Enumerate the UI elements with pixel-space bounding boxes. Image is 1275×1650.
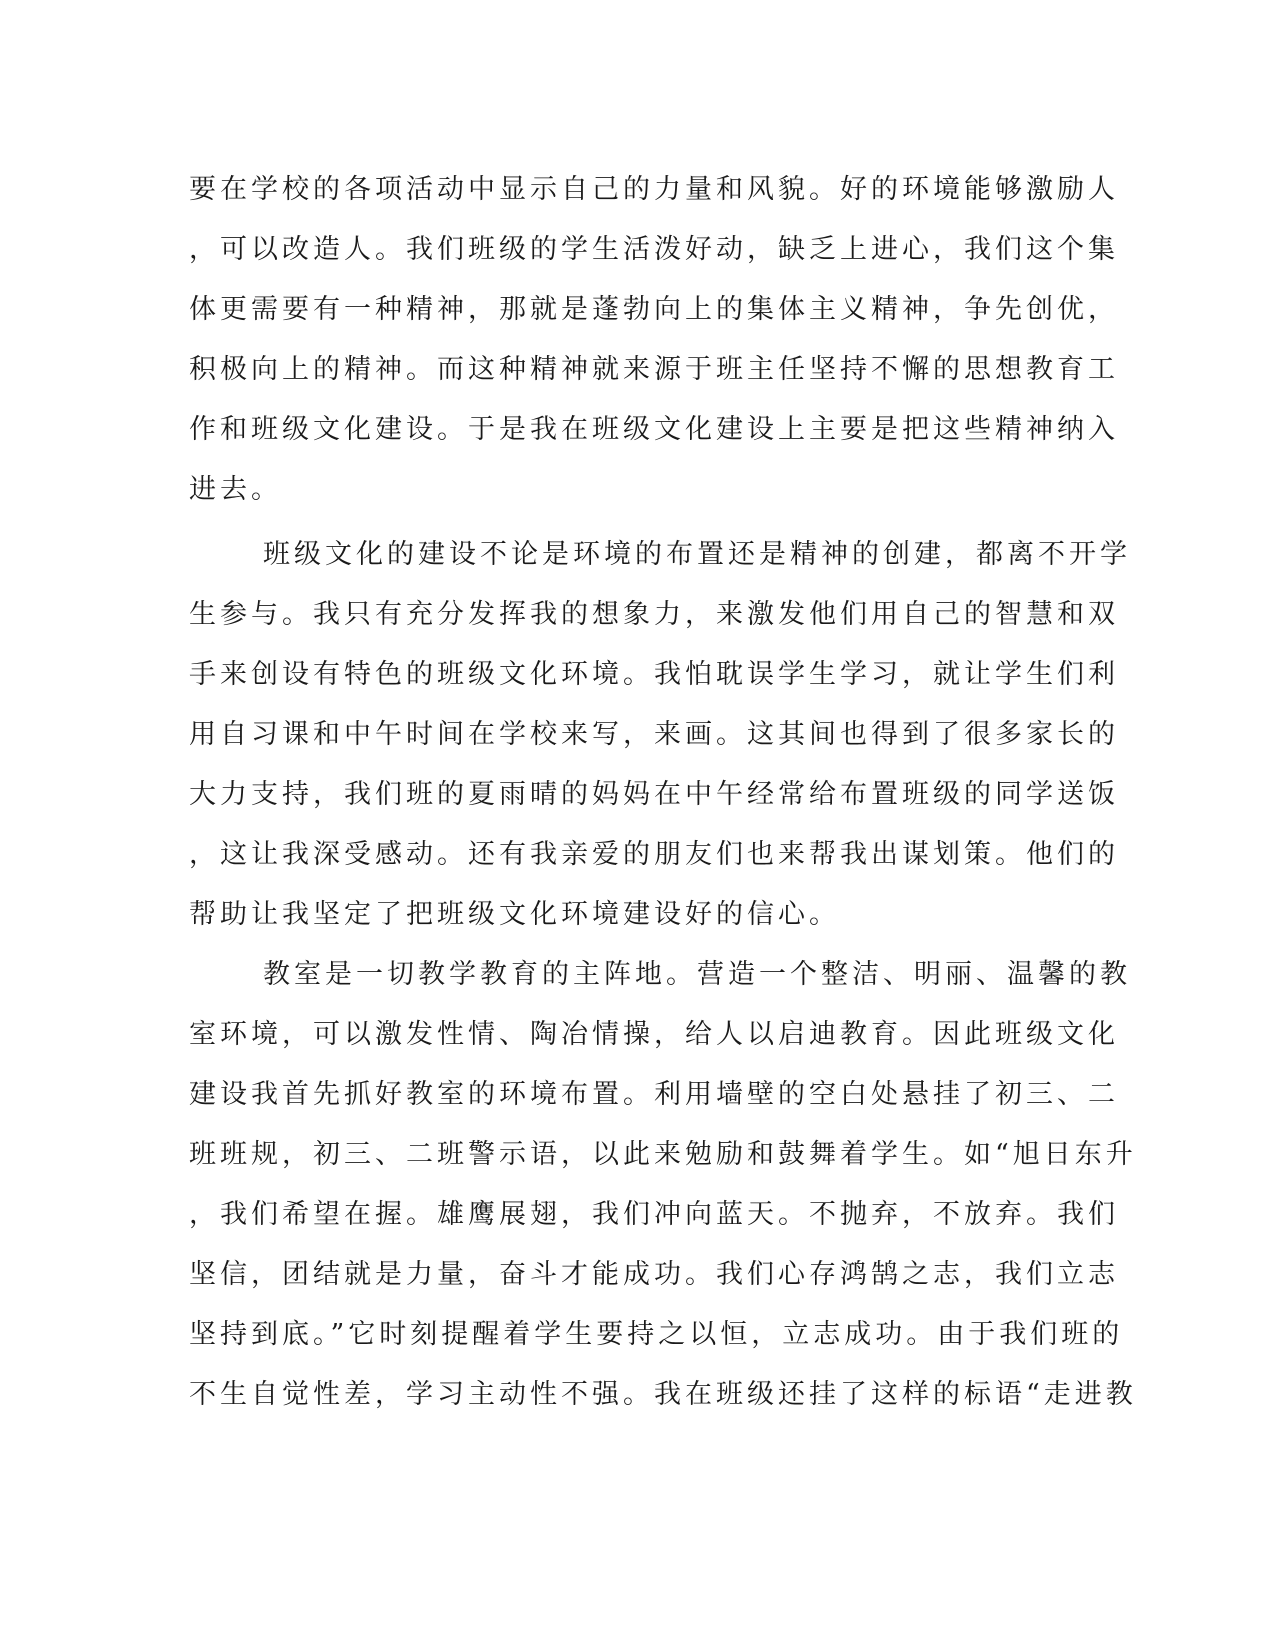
text-line: 进去。 xyxy=(189,474,282,505)
text-line: 作和班级文化建设。于是我在班级文化建设上主要是把这些精神纳入 xyxy=(189,414,1119,445)
text-line: 要在学校的各项活动中显示自己的力量和风貌。好的环境能够激励人 xyxy=(189,174,1119,205)
text-line: 大力支持，我们班的夏雨晴的妈妈在中午经常给布置班级的同学送饭 xyxy=(189,779,1119,810)
text-line: 帮助让我坚定了把班级文化环境建设好的信心。 xyxy=(189,899,840,930)
text-line: 坚持到底。”它时刻提醒着学生要持之以恒，立志成功。由于我们班的 xyxy=(189,1319,1124,1350)
text-line: ，我们希望在握。雄鹰展翅，我们冲向蓝天。不抛弃，不放弃。我们 xyxy=(189,1199,1119,1230)
text-line: 积极向上的精神。而这种精神就来源于班主任坚持不懈的思想教育工 xyxy=(189,354,1119,385)
text-line: 建设我首先抓好教室的环境布置。利用墙壁的空白处悬挂了初三、二 xyxy=(189,1079,1119,1110)
text-line: 班班规，初三、二班警示语，以此来勉励和鼓舞着学生。如“旭日东升 xyxy=(189,1139,1137,1170)
text-line: 不生自觉性差，学习主动性不强。我在班级还挂了这样的标语“走进教 xyxy=(189,1379,1137,1410)
paragraph-first-line: 教室是一切教学教育的主阵地。营造一个整洁、明丽、温馨的教 xyxy=(263,959,1131,990)
text-line: 手来创设有特色的班级文化环境。我怕耽误学生学习，就让学生们利 xyxy=(189,659,1119,690)
text-line: ，这让我深受感动。还有我亲爱的朋友们也来帮我出谋划策。他们的 xyxy=(189,839,1119,870)
paragraph-first-line: 班级文化的建设不论是环境的布置还是精神的创建，都离不开学 xyxy=(263,539,1131,570)
text-line: 生参与。我只有充分发挥我的想象力，来激发他们用自己的智慧和双 xyxy=(189,599,1119,630)
text-line: 坚信，团结就是力量，奋斗才能成功。我们心存鸿鹄之志，我们立志 xyxy=(189,1259,1119,1290)
text-line: ，可以改造人。我们班级的学生活泼好动，缺乏上进心，我们这个集 xyxy=(189,234,1119,265)
text-line: 体更需要有一种精神，那就是蓬勃向上的集体主义精神，争先创优， xyxy=(189,294,1119,325)
text-line: 室环境，可以激发性情、陶冶情操，给人以启迪教育。因此班级文化 xyxy=(189,1019,1119,1050)
text-line: 用自习课和中午时间在学校来写，来画。这其间也得到了很多家长的 xyxy=(189,719,1119,750)
